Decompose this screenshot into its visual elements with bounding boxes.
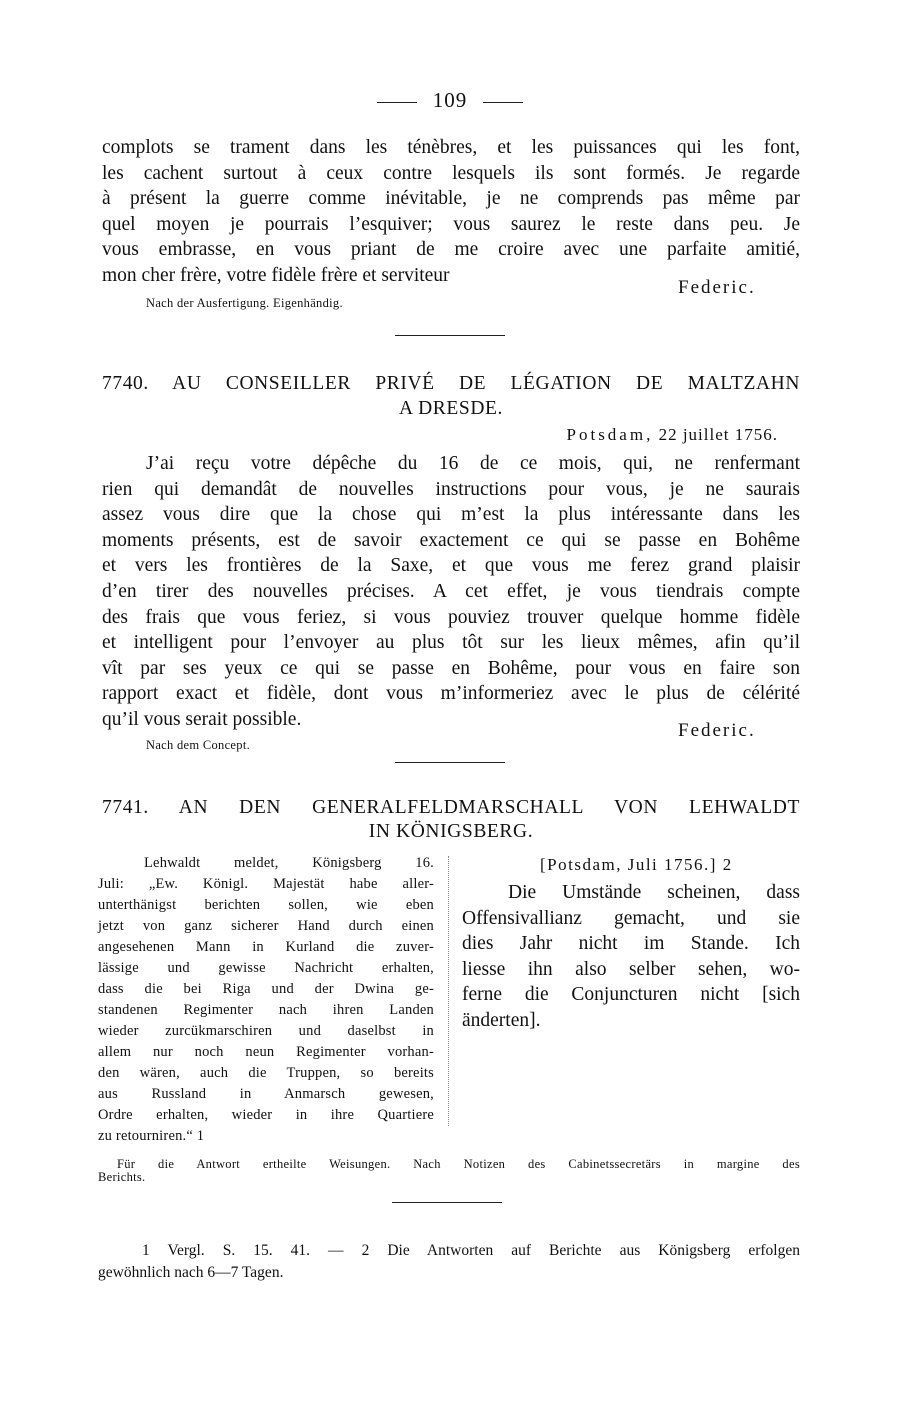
text-line: mon cher frère, votre fidèle frère et serviteur — [102, 264, 450, 286]
letter-heading-line2: A DRESDE. — [399, 398, 503, 419]
text-line: les cachent surtout à ceux contre lesquels ils sont formés. Je regarde — [102, 162, 800, 184]
reply-text — [462, 880, 800, 1034]
source-note: Nach dem Concept. — [146, 738, 251, 752]
header-dash-right — [483, 102, 523, 103]
text-line: allem nur noch neun Regimenter vorhan- — [98, 1044, 434, 1060]
text-line: et vers les frontières de la Saxe, et que vous me ferez grand plaisir — [102, 555, 800, 577]
text-line: dass die bei Riga und der Dwina ge- — [98, 981, 434, 997]
signature: Federic. — [678, 720, 756, 741]
text-line: complots se trament dans les ténèbres, et les puissances qui les font, — [102, 137, 800, 158]
text-line: lässige und gewisse Nachricht erhalten, — [98, 960, 434, 976]
text-line: quel moyen je pourrais l’esquiver; vous saurez le reste dans peu. Je — [102, 213, 800, 235]
continuation-text — [102, 135, 800, 289]
text-line: jetzt von ganz sicherer Hand durch einen — [98, 918, 434, 934]
text-line: Die Umstände scheinen, dass — [508, 882, 800, 903]
text-line: wieder zurcükmarschiren und daselbst in — [98, 1023, 434, 1039]
letter-heading: 7741. AN DEN GENERALFELDMARSCHALL VON LEHWALDT — [102, 797, 800, 818]
report-summary — [98, 853, 434, 1147]
letter-heading: 7740. AU CONSEILLER PRIVÉ DE LÉGATION DE MALTZAHN — [102, 373, 800, 394]
text-line: vous embrasse, en vous priant de me croire avec une parfaite amitié, — [102, 239, 800, 261]
signature: Federic. — [678, 277, 756, 298]
text-line: dies Jahr nicht im Stande. Ich — [462, 933, 800, 955]
footnotes — [98, 1240, 800, 1284]
text-line: unterthänigst berichten sollen, wie eben — [98, 897, 434, 913]
text-line: Ordre erhalten, wieder in ihre Quartiere — [98, 1107, 434, 1123]
letter-body — [102, 451, 800, 733]
page-number: 109 — [432, 88, 468, 112]
footnote-line: gewöhnlich nach 6—7 Tagen. — [98, 1264, 284, 1281]
text-line: vît par ses yeux ce qui se passe en Bohême, pour vous en faire son — [102, 657, 800, 679]
section-divider — [395, 762, 505, 763]
text-line: ferne die Conjuncturen nicht [sich — [462, 984, 800, 1006]
text-line: den wären, auch die Truppen, so bereits — [98, 1065, 434, 1081]
source-note-line2: Berichts. — [98, 1170, 146, 1184]
text-line: Offensivallianz gemacht, und sie — [462, 907, 800, 929]
section-divider — [392, 1202, 502, 1203]
text-line: qu’il vous serait possible. — [102, 708, 302, 730]
source-note: Nach der Ausfertigung. Eigenhändig. — [146, 296, 343, 310]
header-dash-left — [377, 102, 417, 103]
reply-dateline: [Potsdam, Juli 1756.] 2 — [540, 855, 733, 874]
text-line: angesehenen Mann in Kurland die zuver- — [98, 939, 434, 955]
letter-heading-line2: IN KÖNIGSBERG. — [368, 821, 534, 842]
text-line: rien qui demandât de nouvelles instructions pour vous, je ne saurais — [102, 478, 800, 500]
dateline-place: Potsdam, — [566, 425, 654, 444]
text-line: standenen Regimenter nach ihren Landen — [98, 1002, 434, 1018]
text-line: et intelligent pour l’envoyer au plus tôt sur les lieux mêmes, afin qu’il — [102, 632, 800, 654]
dateline-date: 22 juillet 1756. — [658, 425, 778, 444]
text-line: des frais que vous feriez, si vous pouviez trouver quelque homme fidèle — [102, 606, 800, 628]
footnote-line: 1 Vergl. S. 15. 41. — 2 Die Antworten auf Berichte aus Königsberg erfolgen — [142, 1242, 800, 1259]
dateline — [500, 425, 778, 445]
text-line: zu retourniren.“ 1 — [98, 1128, 205, 1144]
text-line: aus Russland in Anmarsch gewesen, — [98, 1086, 434, 1102]
text-line: d’en tirer des nouvelles précises. A cet effet, je vous tiendrais compte — [102, 580, 800, 602]
text-line: liesse ihn also selber sehen, wo- — [462, 958, 800, 980]
page-header — [0, 88, 900, 113]
text-line: assez vous dire que la chose qui m’est la plus intéressante dans les — [102, 504, 800, 526]
text-line: Lehwaldt meldet, Königsberg 16. — [144, 855, 434, 871]
text-line: änderten]. — [462, 1009, 541, 1031]
source-note: Für die Antwort ertheilte Weisungen. Nach Notizen des Cabinetssecretärs in margine des — [117, 1157, 800, 1171]
section-divider — [395, 335, 505, 336]
text-line: moments présents, est de savoir exactement ce qui se passe en Bohême — [102, 529, 800, 551]
column-separator — [448, 856, 449, 1126]
text-line: à présent la guerre comme inévitable, je ne comprends pas même par — [102, 188, 800, 210]
text-line: Juli: „Ew. Königl. Majestät habe aller- — [98, 876, 434, 892]
text-line: J’ai reçu votre dépêche du 16 de ce mois, qui, ne renfermant — [146, 453, 800, 474]
text-line: rapport exact et fidèle, dont vous m’informeriez avec le plus de célérité — [102, 683, 800, 705]
